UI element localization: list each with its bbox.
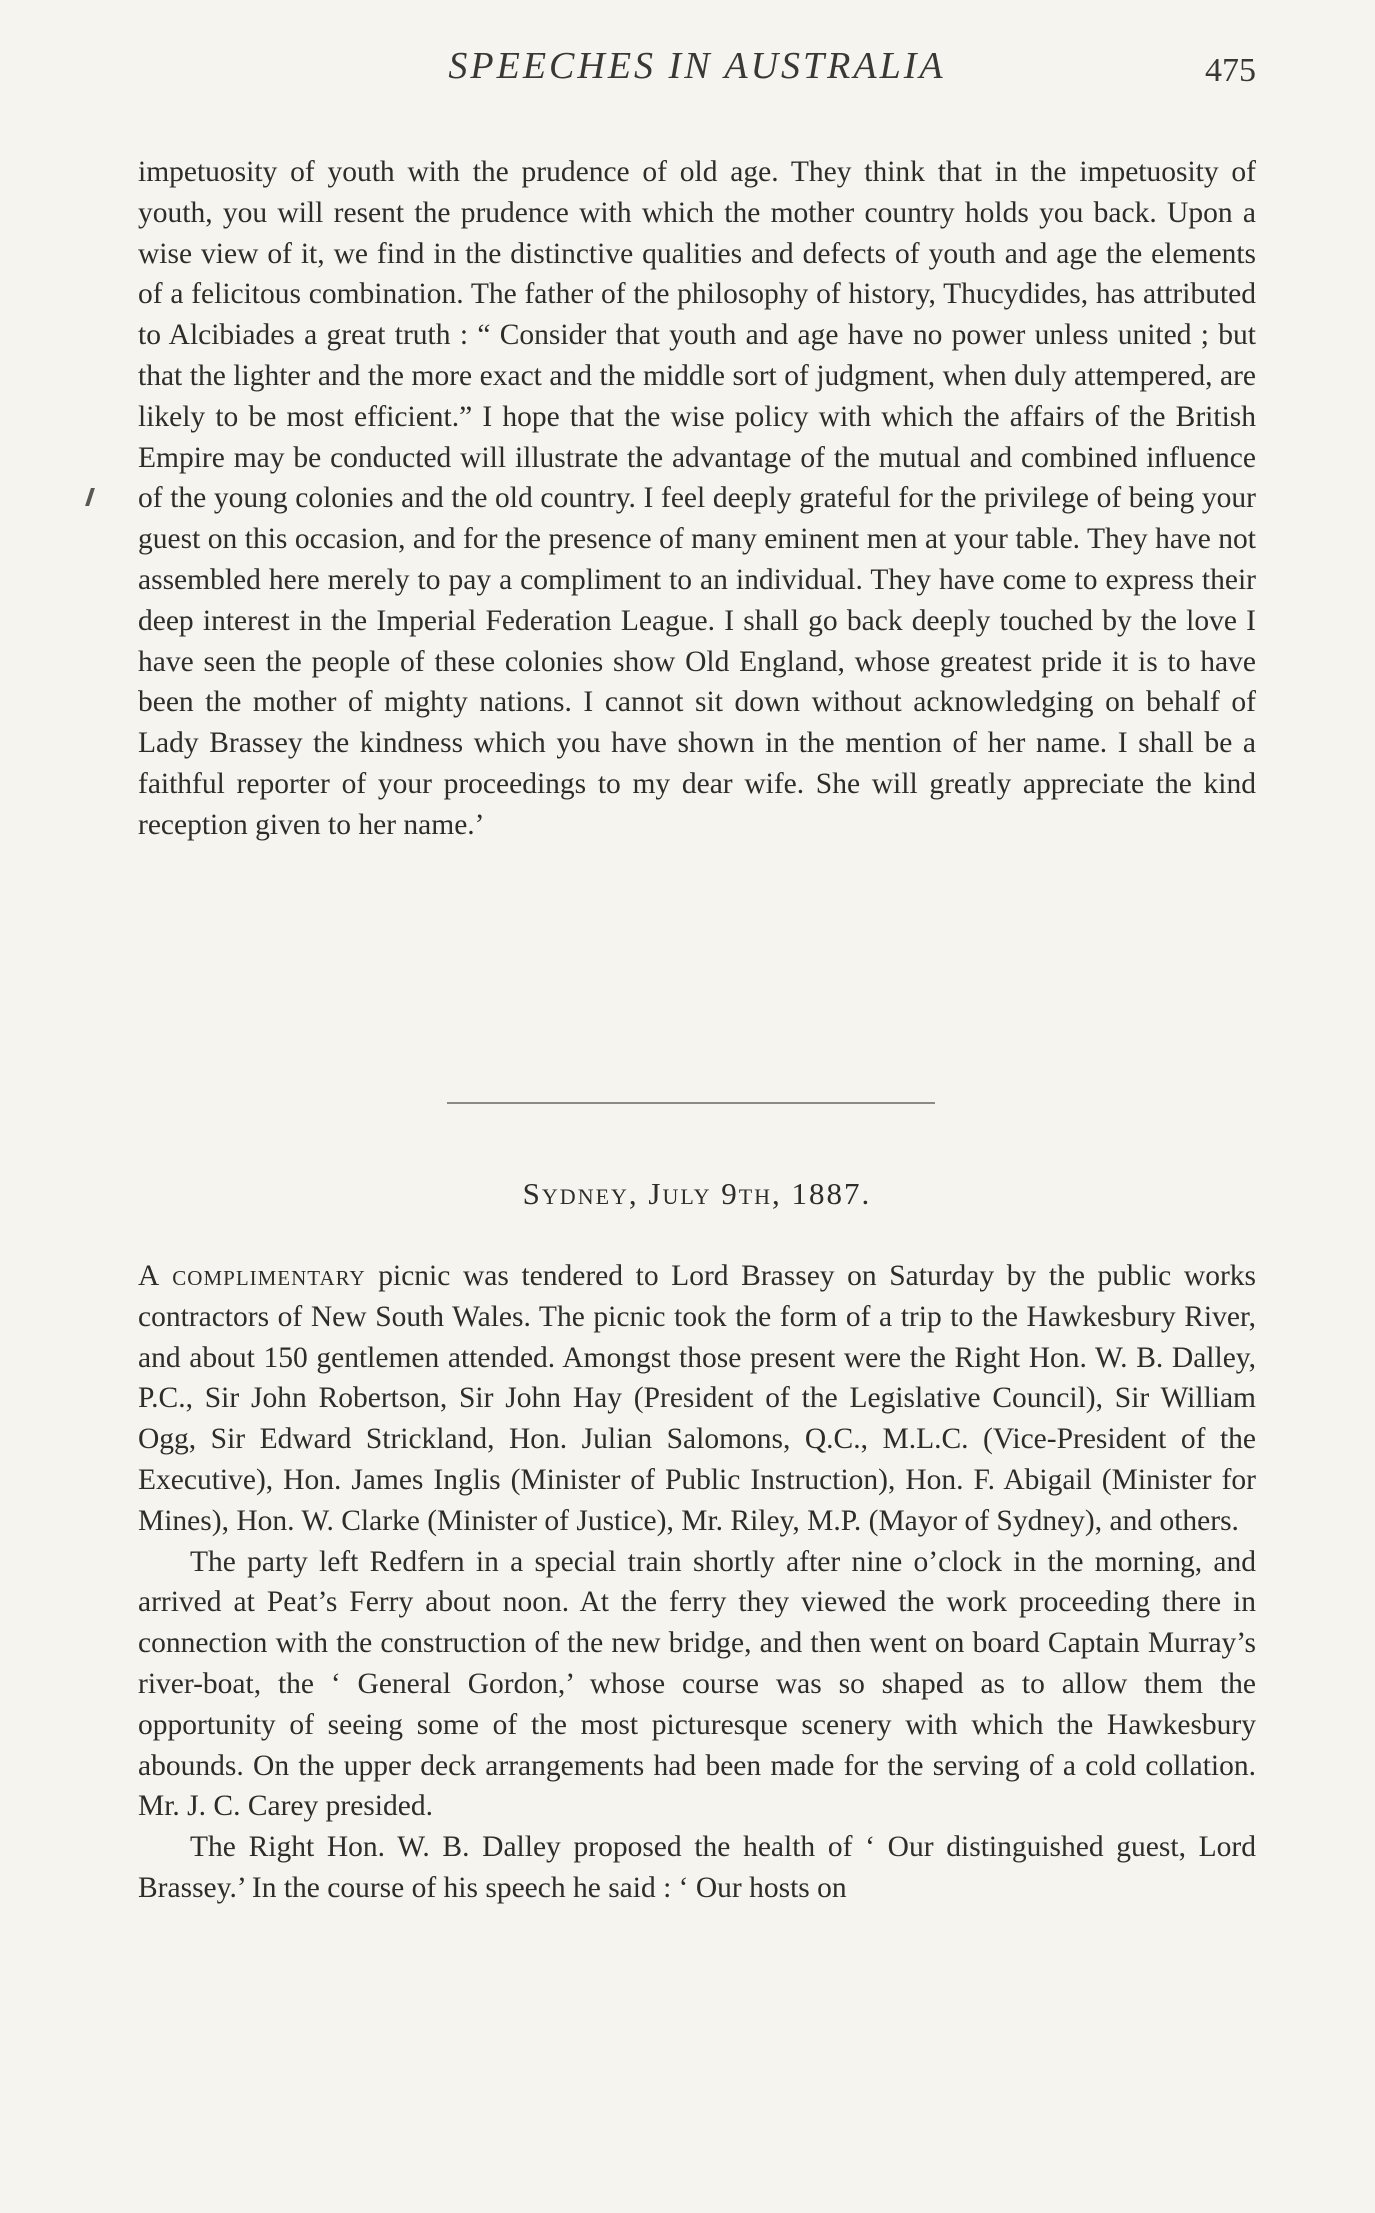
running-title: SPEECHES IN AUSTRALIA xyxy=(448,45,946,87)
section-divider xyxy=(447,1102,935,1104)
picnic-report xyxy=(138,1256,1256,1909)
page-number: 475 xyxy=(1205,52,1256,89)
report-paragraph-3: The Right Hon. W. B. Dalley proposed the health of ‘ Our distinguished guest, Lord Brassey.’ In the course of his speech he said : ‘ Our hosts on xyxy=(138,1831,1256,1904)
report-paragraph-1 xyxy=(138,1256,1256,1542)
speech-paragraph: impetuosity of youth with the prudence of old age. They think that in the impetuosity of youth, you will resent the prudence with which the mother country holds you back. Upon a wise view of it, we find in the distinctive qualities and defects of youth and age the elements of a felicitous combination. The father of the philosophy of history, Thucydides, has attributed to Alcibiades a great truth : “ Consider that youth and age have no power unless united ; but that the lighter and the more exact and the middle sort of judgment, when duly attempered, are likely to be most efficient.” I hope that the wise policy with which the affairs of the British Empire may be conducted will illustrate the advantage of the mutual and combined influence of the young colonies and the old country. I feel deeply grateful for the privilege of being your guest on this occasion, and for the presence of many eminent men at your table. They have not assembled here merely to pay a compliment to an individual. They have come to express their deep interest in the Imperial Federation League. I shall go back deeply touched by the love I have seen the people of these colonies show Old England, whose greatest pride it is to have been the mother of mighty nations. I cannot sit down without acknowledging on behalf of Lady Brassey the kindness which you have shown in the mention of her name. I shall be a faithful reporter of your proceedings to my dear wife. She will greatly appreciate the kind reception given to her name.’ xyxy=(138,156,1256,841)
continued-speech xyxy=(138,152,1256,846)
report-paragraph-1-text: picnic was tendered to Lord Brassey on Saturday by the public works contractors of New South Wales. The picnic took the form of a trip to the Hawkesbury River, and about 150 gentlemen attended. Amongst those present were the Right Hon. W. B. Dalley, P.C., Sir John Robertson, Sir John Hay (President of the Legislative Council), Sir William Ogg, Sir Edward Strickland, Hon. Julian Salomons, Q.C., M.L.C. (Vice-President of the Executive), Hon. James Inglis (Minister of Public Instruction), Hon. F. Abigail (Minister for Mines), Hon. W. Clarke (Minister of Justice), Mr. Riley, M.P. (Mayor of Sydney), and others. xyxy=(138,1260,1256,1537)
lead-in: A complimentary xyxy=(138,1260,366,1292)
report-paragraph-2: The party left Redfern in a special train shortly after nine o’clock in the morning, and arrived at Peat’s Ferry about noon. At the ferry they viewed the work proceeding there in connection with the construction of the new bridge, and then went on board Captain Murray’s river-boat, the ‘ General Gordon,’ whose course was so shaped as to allow them the opportunity of seeing some of the most picturesque scenery with which the Hawkesbury abounds. On the upper deck arrangements had been made for the serving of a cold collation. Mr. J. C. Carey presided. xyxy=(138,1545,1256,1823)
margin-mark xyxy=(85,488,95,506)
dateline: Sydney, July 9th, 1887. xyxy=(522,1176,872,1211)
running-head xyxy=(138,44,1256,94)
